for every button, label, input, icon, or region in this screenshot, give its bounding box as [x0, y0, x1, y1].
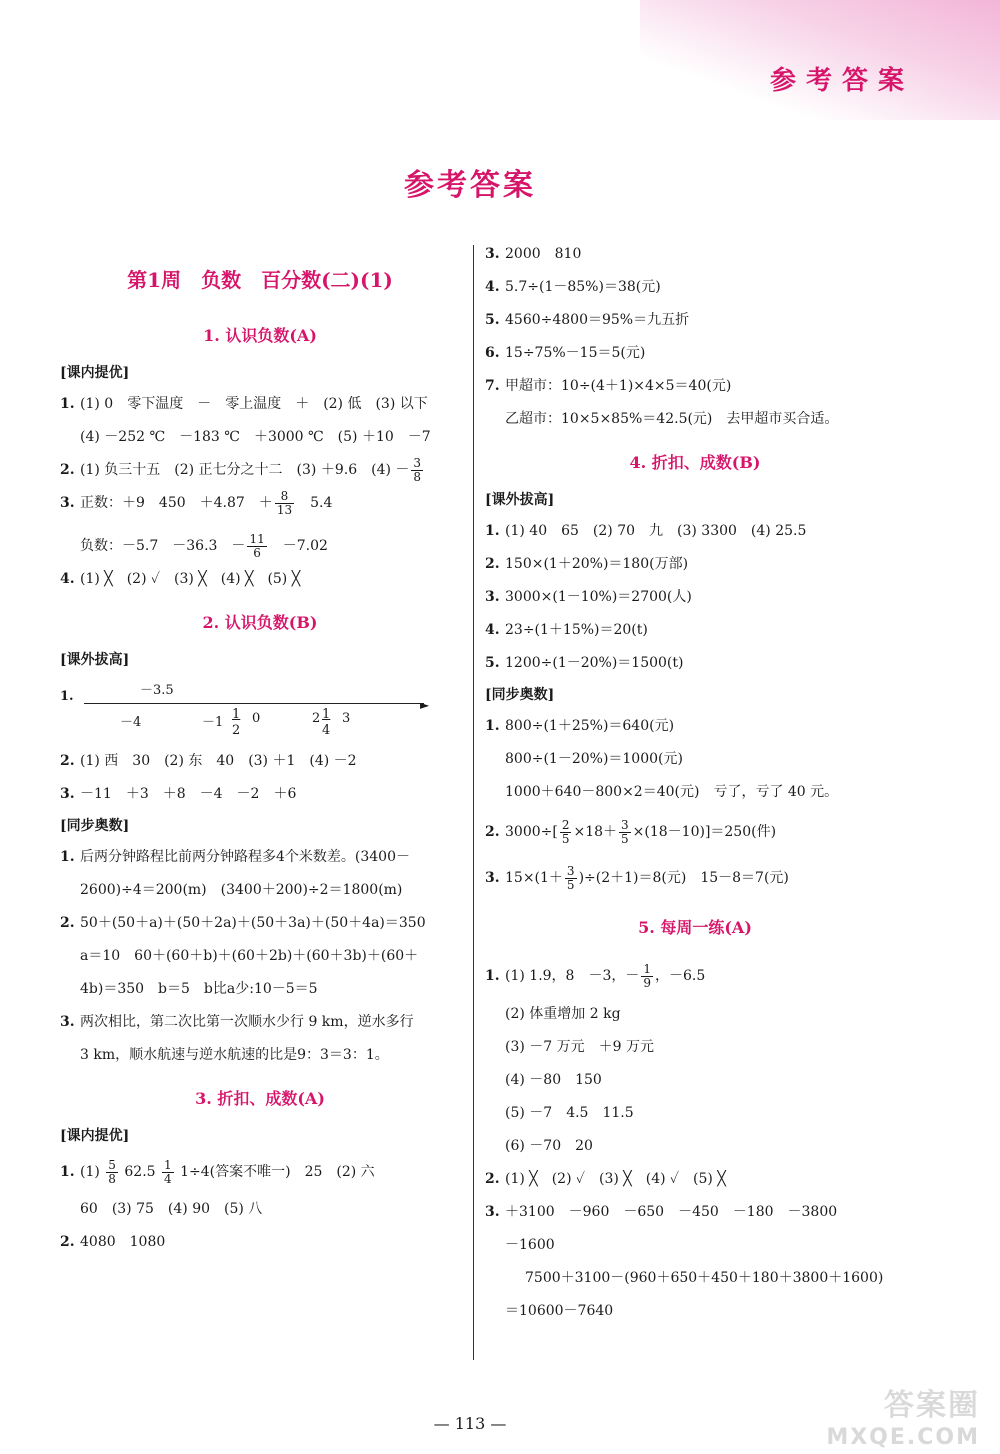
number-line-label: 3: [342, 711, 351, 726]
answer-line: 5. 4560÷4800＝95%＝九五折: [485, 312, 690, 328]
answer-line: (3) －7 万元 ＋9 万元: [505, 1039, 654, 1055]
answer-line: 60 (3) 75 (4) 90 (5) 八: [80, 1201, 263, 1217]
arrow-icon: ►: [420, 698, 430, 712]
number-line-label: 1: [322, 707, 331, 722]
answer-line: 1. (1) 0 零下温度 － 零上温度 ＋ (2) 低 (3) 以下: [60, 396, 428, 412]
fraction: $\frac{11}{6}$: [249, 531, 265, 560]
number-line-axis: [84, 703, 424, 704]
answer-line: 2. 150×(1＋20%)＝180(万部): [485, 556, 689, 572]
answer-line: 3. 正数：＋9 450 ＋4.87 ＋ $\frac{8}{13}$ 5.4: [60, 488, 333, 517]
answer-line: 1. (1) $\frac{5}{8}$ 62.5 $\frac{1}{4}$ 1÷4(答案不唯一) 25 (2) 六: [60, 1157, 375, 1186]
section-tag: [课内提优]: [60, 365, 130, 381]
page-title: 参考答案: [404, 168, 536, 203]
number-line-label: －1: [202, 715, 224, 730]
answer-line: 4. (1) ╳ (2) ✓ (3) ╳ (4) ╳ (5) ╳: [60, 571, 301, 587]
answer-line: 1000＋640－800×2＝40(元) 亏了，亏了 40 元。: [505, 784, 839, 800]
fraction: $\frac{8}{13}$: [276, 488, 293, 517]
answer-line: 3 km，顺水航速与逆水航速的比是9：3＝3：1。: [80, 1047, 389, 1063]
answer-line: 2. (1) ╳ (2) ✓ (3) ╳ (4) ✓ (5) ╳: [485, 1171, 726, 1187]
section-tag: [同步奥数]: [485, 687, 555, 703]
answer-line: 负数：－5.7 －36.3 － $\frac{11}{6}$ －7.02: [80, 531, 328, 560]
answer-line: (4) －252 ℃ －183 ℃ ＋3000 ℃ (5) ＋10 －7: [80, 429, 431, 445]
answer-line: a＝10 60＋(60＋b)＋(60＋2b)＋(60＋3b)＋(60＋: [80, 948, 419, 964]
answer-line: 1. 800÷(1＋25%)＝640(元): [485, 718, 675, 734]
answer-line: 3. ＋3100 －960 －650 －450 －180 －3800: [485, 1204, 838, 1220]
section-tag: [课外拔高]: [60, 652, 130, 668]
answer-line: 5. 1200÷(1－20%)＝1500(t): [485, 655, 684, 671]
number-line-label: 4: [322, 723, 331, 738]
answer-line: 4b)＝350 b＝5 b比a少:10－5＝5: [80, 981, 318, 997]
answer-line: 3. －11 ＋3 ＋8 －4 －2 ＋6: [60, 786, 297, 802]
page-number: — 113 —: [433, 1414, 507, 1433]
answer-line: 3. 3000×(1－10%)＝2700(人): [485, 589, 692, 605]
fraction: $\frac{1}{9}$: [643, 961, 652, 990]
answer-line: 7. 甲超市：10÷(4＋1)×4×5＝40(元): [485, 378, 732, 394]
answer-line: ＝10600－7640: [505, 1303, 614, 1319]
number-line: 1. －3.5 ► －4 －1 1 2 0 2 1 4 3: [60, 675, 460, 745]
answer-line: 3. 两次相比，第二次比第一次顺水少行 9 km，逆水多行: [60, 1014, 414, 1030]
answer-line: 乙超市：10×5×85%＝42.5(元) 去甲超市买合适。: [505, 411, 839, 427]
number-line-label: －4: [120, 715, 142, 730]
answer-line: 4. 5.7÷(1－85%)＝38(元): [485, 279, 661, 295]
fraction: $\frac{1}{4}$: [164, 1157, 172, 1186]
answer-line: 800÷(1－20%)＝1000(元): [505, 751, 683, 767]
answer-line: 1. 后两分钟路程比前两分钟路程多4个米数差。(3400－: [60, 849, 410, 865]
answer-line: 2. 3000÷[ $\frac{2}{5}$ ×18＋ $\frac{3}{5}$ ×(18－10)]＝250(件): [485, 817, 777, 846]
section-tag: [课内提优]: [60, 1128, 130, 1144]
number-line-label: 2: [232, 723, 241, 738]
section-title-5: 5. 每周一练(A): [638, 918, 752, 937]
fraction: $\frac{3}{8}$: [413, 455, 422, 484]
section-title-2: 2. 认识负数(B): [202, 613, 318, 632]
fraction: $\frac{2}{5}$: [561, 817, 570, 846]
answer-line: (4) －80 150: [505, 1072, 602, 1088]
answer-line: 2. (1) 负三十五 (2) 正七分之十二 (3) ＋9.6 (4) － $\frac{3}{8}$: [60, 455, 422, 484]
corner-label: 参考答案: [769, 66, 914, 96]
number-line-label: －3.5: [140, 683, 174, 698]
right-column: [485, 238, 905, 1328]
fraction: $\frac{5}{8}$: [108, 1157, 116, 1186]
answer-line: 3. 15×(1＋ $\frac{3}{5}$ )÷(2＋1)＝8(元) 15－8＝7(元): [485, 863, 789, 892]
watermark: 答案圈 MXQE.COM: [826, 1388, 980, 1450]
number-line-label: 2: [312, 711, 321, 726]
answer-line: (6) －70 20: [505, 1138, 593, 1154]
section-tag: [同步奥数]: [60, 818, 130, 834]
answer-line: (5) －7 4.5 11.5: [505, 1105, 634, 1121]
answer-line: 7500＋3100－(960＋650＋450＋180＋3800＋1600): [525, 1270, 884, 1286]
number-line-label: 1: [232, 707, 241, 722]
answer-line: 2. (1) 西 30 (2) 东 40 (3) ＋1 (4) －2: [60, 753, 357, 769]
section-title-3: 3. 折扣、成数(A): [195, 1089, 325, 1108]
week-title: 第1周 负数 百分数(二)(1): [127, 268, 393, 292]
answer-line: 3. 2000 810: [485, 246, 582, 262]
section-title-4: 4. 折扣、成数(B): [629, 453, 761, 472]
number-line-label: 0: [252, 711, 261, 726]
answer-line: 2600)÷4＝200(m) (3400＋200)÷2＝1800(m): [80, 882, 403, 898]
answer-line: 2. 50＋(50＋a)＋(50＋2a)＋(50＋3a)＋(50＋4a)＝350: [60, 915, 426, 931]
section-tag: [课外拔高]: [485, 492, 555, 508]
fraction: $\frac{3}{5}$: [621, 817, 629, 846]
left-column: [60, 240, 460, 1259]
answer-line: 4. 23÷(1＋15%)＝20(t): [485, 622, 648, 638]
answer-line: 2. 4080 1080: [60, 1234, 166, 1250]
answer-line: (2) 体重增加 2 kg: [505, 1006, 621, 1022]
section-title-1: 1. 认识负数(A): [203, 326, 317, 345]
answer-line: 1. (1) 40 65 (2) 70 九 (3) 3300 (4) 25.5: [485, 523, 807, 539]
answer-line: 6. 15÷75%－15＝5(元): [485, 345, 646, 361]
answer-line: －1600: [505, 1237, 555, 1253]
fraction: $\frac{3}{5}$: [566, 863, 575, 892]
answer-line: 1. (1) 1.9，8 －3，－ $\frac{1}{9}$ ，－6.5: [485, 961, 706, 990]
column-divider: [473, 245, 474, 1360]
